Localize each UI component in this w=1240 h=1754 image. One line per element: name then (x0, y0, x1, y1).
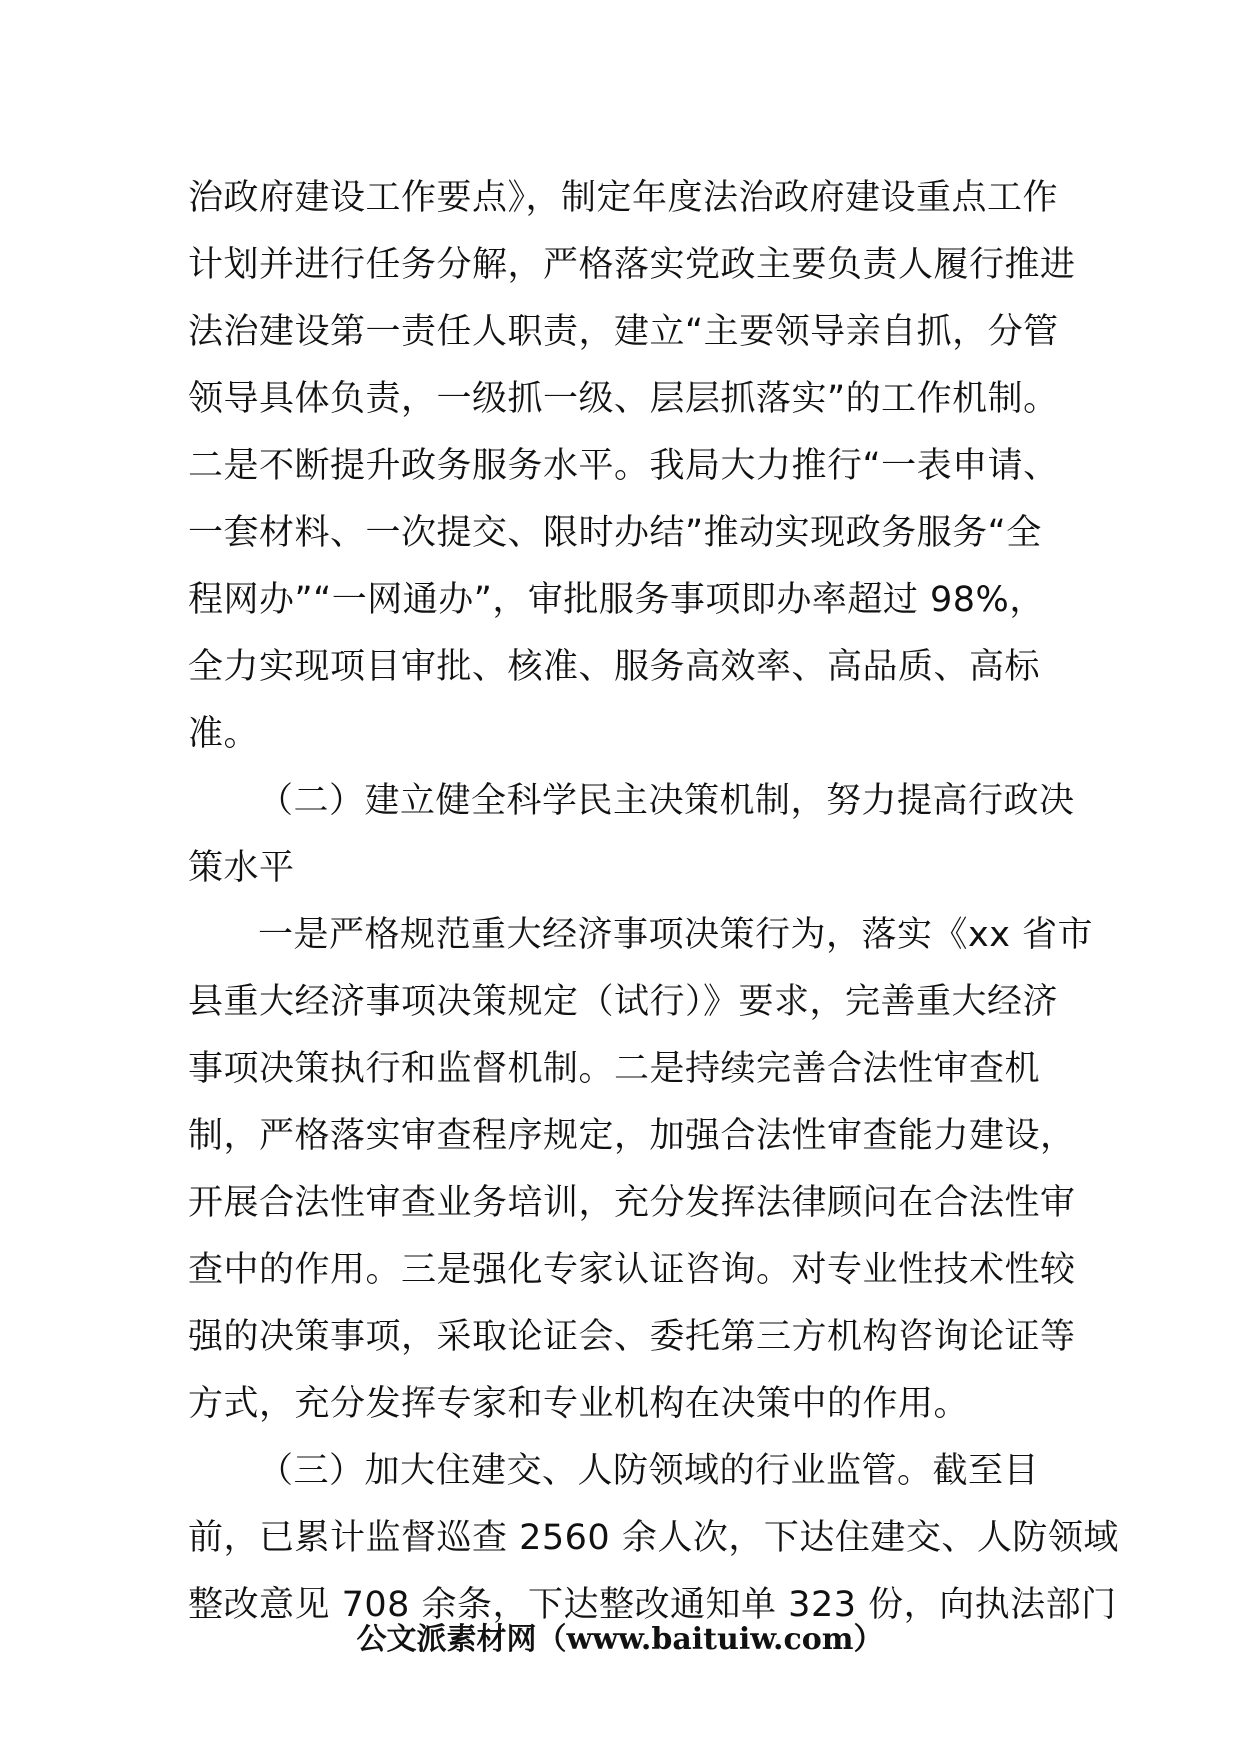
body-line: 治政府建设工作要点》，制定年度法治政府建设重点工作 (188, 178, 1059, 218)
body-line: 县重大经济事项决策规定（试行）》要求，完善重大经济 (188, 982, 1059, 1022)
body-line: 准。 (188, 714, 260, 754)
document-body (188, 165, 1119, 1639)
body-line: 强的决策事项，采取论证会、委托第三方机构咨询论证等 (188, 1317, 1076, 1357)
body-line: 方式，充分发挥专家和专业机构在决策中的作用。 (188, 1384, 970, 1424)
body-line: 一是严格规范重大经济事项决策行为，落实《xx 省市 (258, 915, 1094, 955)
section-heading-3: （三）加大住建交、人防领域的行业监管。截至目 (258, 1451, 1040, 1491)
body-line: 前，已累计监督巡查 2560 余人次，下达住建交、人防领域 (188, 1518, 1119, 1558)
body-line: 开展合法性审查业务培训，充分发挥法律顾问在合法性审 (188, 1183, 1076, 1223)
body-line: 程网办”“一网通办”，审批服务事项即办率超过 98%， (188, 580, 1045, 620)
body-line: 全力实现项目审批、核准、服务高效率、高品质、高标 (188, 647, 1041, 687)
body-line: 整改意见 708 余条，下达整改通知单 323 份，向执法部门 (188, 1585, 1117, 1625)
section-heading-2: （二）建立健全科学民主决策机制，努力提高行政决 (258, 781, 1075, 821)
body-line: 一套材料、一次提交、限时办结”推动实现政务服务“全 (188, 513, 1042, 553)
body-line: 事项决策执行和监督机制。二是持续完善合法性审查机 (188, 1049, 1041, 1089)
body-line: 计划并进行任务分解，严格落实党政主要负责人履行推进 (188, 245, 1076, 285)
body-line: 查中的作用。三是强化专家认证咨询。对专业性技术性较 (188, 1250, 1076, 1290)
body-line: 二是不断提升政务服务水平。我局大力推行“一表申请、 (188, 446, 1059, 486)
body-line: 制，严格落实审查程序规定，加强合法性审查能力建设， (188, 1116, 1076, 1156)
body-line: 法治建设第一责任人职责，建立“主要领导亲自抓，分管 (188, 312, 1059, 352)
source-watermark: 公文派素材网（www.baituiw.com） (356, 1622, 884, 1657)
body-line: 领导具体负责，一级抓一级、层层抓落实”的工作机制。 (188, 379, 1059, 419)
section-heading-2-cont: 策水平 (188, 848, 295, 888)
